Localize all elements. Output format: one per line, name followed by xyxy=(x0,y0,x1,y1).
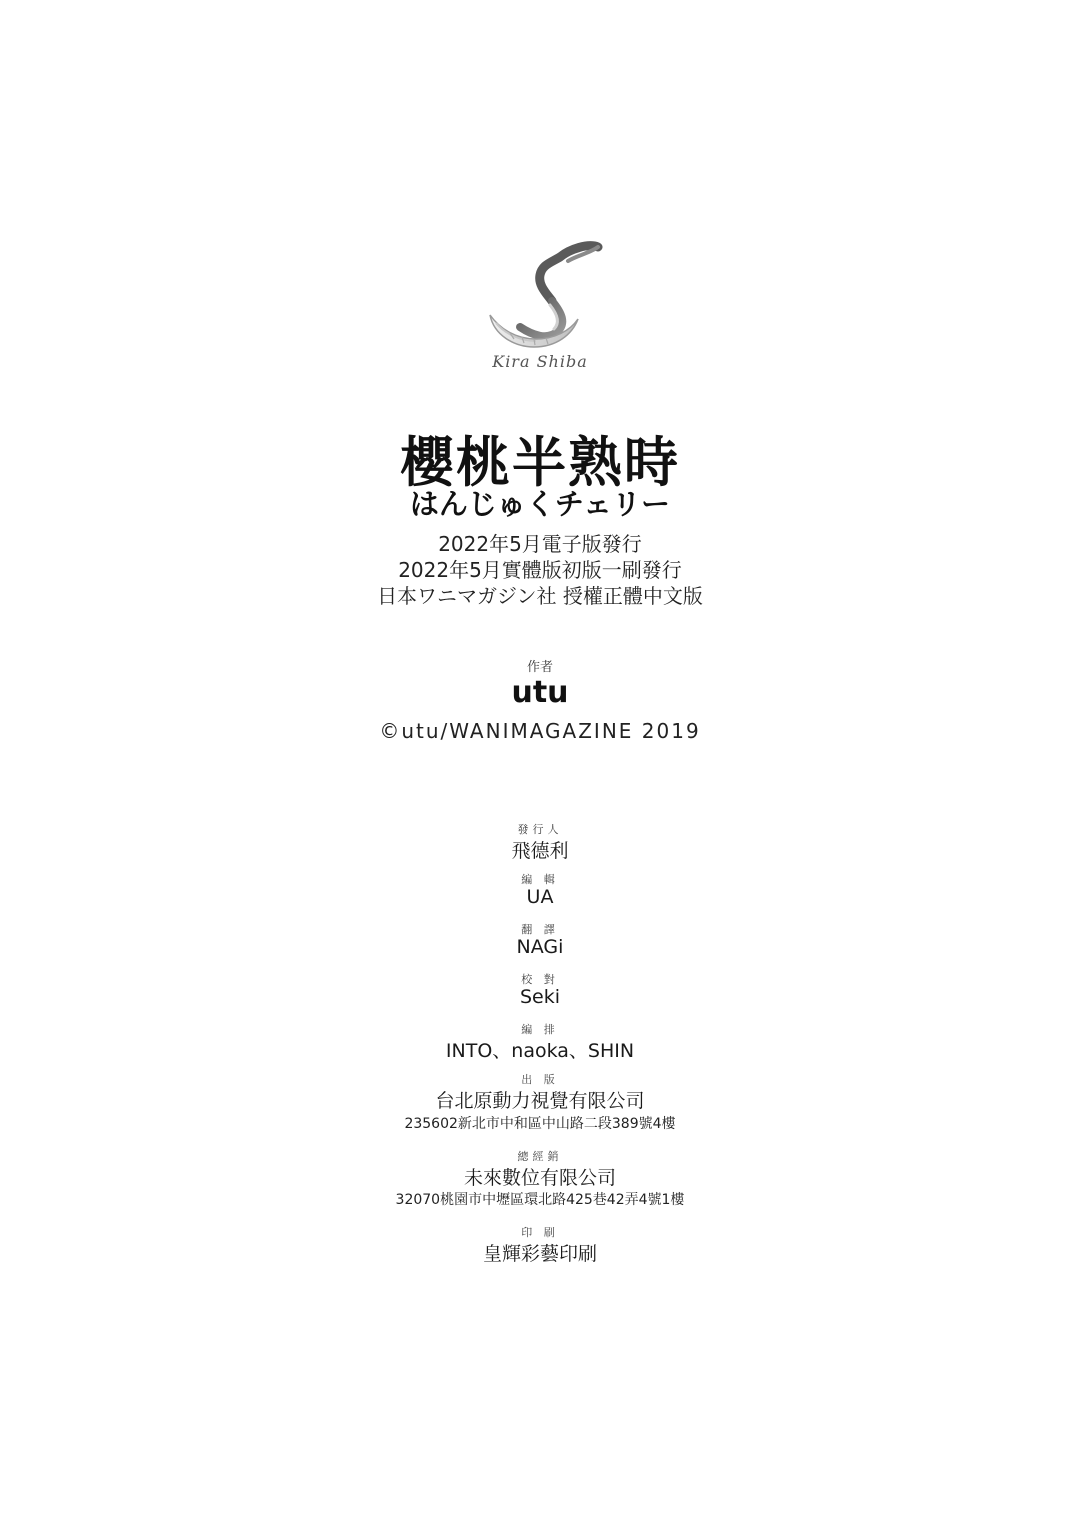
typesetting-value: INTO、naoka、SHIN xyxy=(445,1040,635,1062)
printer-label: 印 刷 xyxy=(521,1226,559,1239)
author-name: utu xyxy=(511,675,569,710)
release-line-print: 2022年5月實體版初版一刷發行 xyxy=(398,558,682,582)
release-line-digital: 2022年5月電子版發行 xyxy=(438,532,642,556)
distributor-label: 總經銷 xyxy=(517,1150,563,1163)
logo-signature: Kira Shiba xyxy=(492,352,588,371)
translator-value: NAGi xyxy=(516,936,564,958)
publisher-person-value: 飛德利 xyxy=(511,840,569,862)
publisher-label: 出 版 xyxy=(521,1073,559,1086)
publisher-person-label: 發行人 xyxy=(517,823,563,836)
proofreader-value: Seki xyxy=(519,986,561,1008)
publisher-value: 台北原動力視覺有限公司 xyxy=(435,1090,645,1112)
editor-label: 編 輯 xyxy=(521,873,559,886)
typesetting-label: 編 排 xyxy=(521,1023,559,1036)
publisher-address: 235602新北市中和區中山路二段389號4樓 xyxy=(404,1116,676,1132)
copyright-line: ©utu/WANIMAGAZINE 2019 xyxy=(379,719,701,743)
distributor-address: 32070桃園市中壢區環北路425巷42弄4號1樓 xyxy=(395,1192,685,1208)
release-line-license: 日本ワニマガジン社 授權正體中文版 xyxy=(377,584,703,608)
distributor-value: 未來數位有限公司 xyxy=(463,1167,616,1189)
printer-value: 皇輝彩藝印刷 xyxy=(482,1243,597,1265)
translator-label: 翻 譯 xyxy=(521,923,559,936)
book-title: 櫻桃半熟時 xyxy=(400,431,680,494)
editor-value: UA xyxy=(526,886,554,908)
proofreader-label: 校 對 xyxy=(521,973,559,986)
author-label: 作者 xyxy=(526,660,553,675)
book-subtitle: はんじゅくチェリー xyxy=(409,487,671,521)
